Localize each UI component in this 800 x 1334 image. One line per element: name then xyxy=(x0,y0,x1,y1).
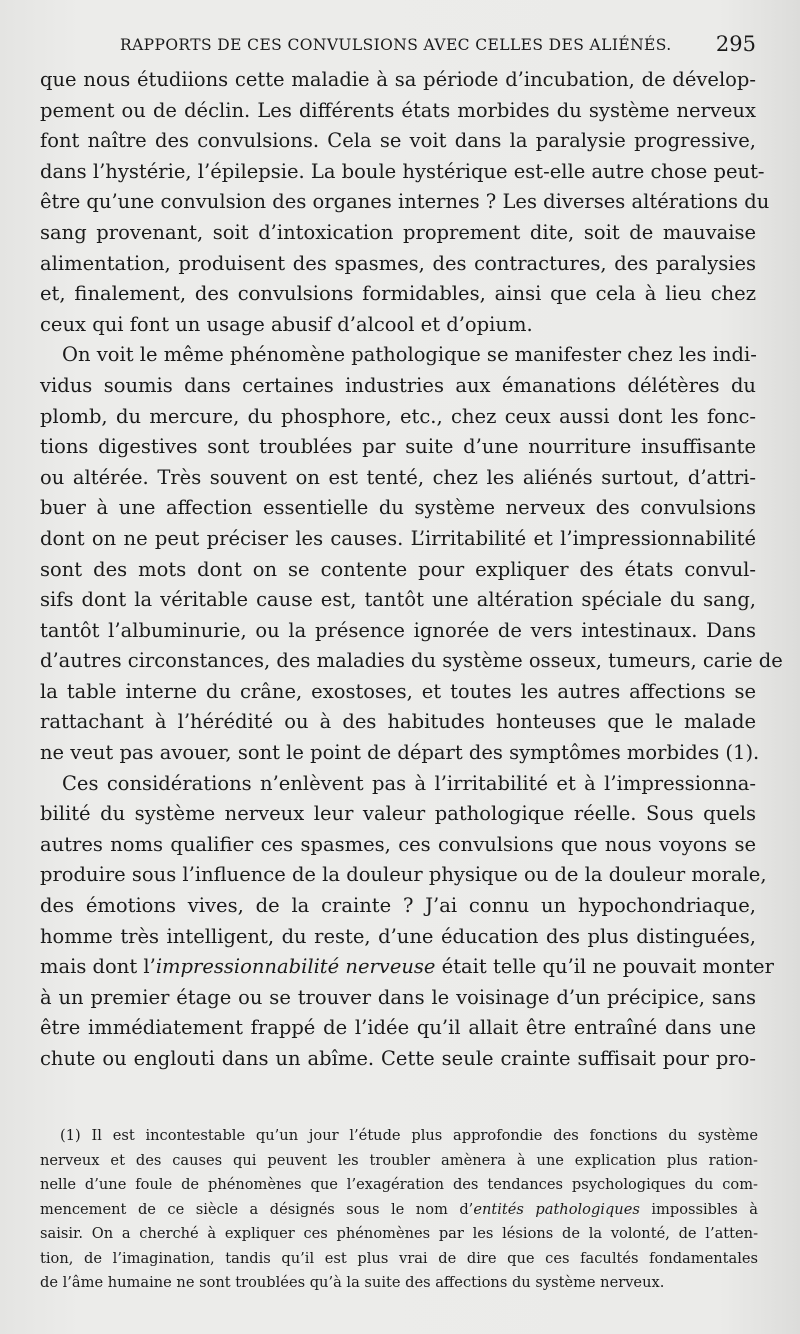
text-line: dont on ne peut préciser les causes. L’irritabilité et l’impressionnabilité xyxy=(40,526,756,550)
text-line: tions digestives sont troublées par suite d’une nourriture insuffisante xyxy=(40,435,756,459)
footnote-line: de l’âme humaine ne sont troublées qu’à la suite des affections du système nerveux. xyxy=(40,1274,665,1291)
text-line: être immédiatement frappé de l’idée qu’il allait être entraîné dans une xyxy=(40,1016,756,1040)
running-head: RAPPORTS DE CES CONVULSIONS AVEC CELLES DES ALIÉNÉS. xyxy=(120,36,672,54)
footnote-line: nelle d’une foule de phénomènes que l’exagération des tendances psychologiques du com- xyxy=(40,1176,758,1193)
text-segment: mais dont l’ xyxy=(40,955,156,979)
text-segment: mencement de ce siècle a désignés sous le nom d’ xyxy=(40,1200,474,1218)
text-line: que nous étudiions cette maladie à sa période d’incubation, de dévelop- xyxy=(40,68,756,91)
page-number: 295 xyxy=(715,32,756,56)
text-line: sifs dont la véritable cause est, tantôt une altération spéciale du sang, xyxy=(40,588,756,612)
text-line: bilité du système nerveux leur valeur pathologique réelle. Sous quels xyxy=(40,802,756,826)
text-line: dans l’hystérie, l’épilepsie. La boule hystérique est-elle autre chose peut- xyxy=(40,159,765,183)
text-line: sont des mots dont on se contente pour expliquer des états convul- xyxy=(40,557,756,581)
text-line: des émotions vives, de la crainte ? J’ai connu un hypochondriaque, xyxy=(40,894,756,918)
text-line: vidus soumis dans certaines industries aux émanations délétères du xyxy=(40,373,756,397)
text-line: buer à une affection essentielle du système nerveux des convulsions xyxy=(40,496,756,520)
footnote-line: (1) Il est incontestable qu’un jour l’étude plus approfondie des fonctions du système xyxy=(60,1127,758,1144)
footnote-line: tion, de l’imagination, tandis qu’il est plus vrai de dire que ces facultés fondamentales xyxy=(40,1249,758,1267)
footnote-line: saisir. On a cherché à expliquer ces phénomènes par les lésions de la volonté, de l’atten- xyxy=(40,1225,758,1242)
text-line: autres noms qualifier ces spasmes, ces convulsions que nous voyons se xyxy=(40,832,756,856)
main-text xyxy=(40,65,783,1075)
text-line xyxy=(40,952,774,983)
page-header xyxy=(40,34,756,58)
text-line: On voit le même phénomène pathologique se manifester chez les indi- xyxy=(62,343,757,367)
text-line: d’autres circonstances, des maladies du système osseux, tumeurs, carie de xyxy=(40,649,783,673)
footnote-line: nerveux et des causes qui peuvent les troubler amènera à une explication plus ration- xyxy=(40,1151,758,1169)
text-segment: impossibles à xyxy=(639,1200,758,1218)
text-segment: était telle qu’il ne pouvait monter xyxy=(435,955,774,979)
text-line: et, finalement, des convulsions formidables, ainsi que cela à lieu chez xyxy=(40,282,756,306)
text-line: produire sous l’influence de la douleur physique ou de la douleur morale, xyxy=(40,863,767,887)
text-line: homme très intelligent, du reste, d’une éducation des plus distinguées, xyxy=(40,924,756,948)
text-line: ou altérée. Très souvent on est tenté, chez les aliénés surtout, d’attri- xyxy=(40,465,756,489)
text-line: plomb, du mercure, du phosphore, etc., chez ceux aussi dont les fonc- xyxy=(40,404,756,428)
text-line: rattachant à l’hérédité ou à des habitudes honteuses que le malade xyxy=(40,710,756,734)
text-line: être qu’une convulsion des organes internes ? Les diverses altérations du xyxy=(40,190,770,214)
text-line: sang provenant, soit d’intoxication proprement dite, soit de mauvaise xyxy=(40,220,756,244)
text-line: alimentation, produisent des spasmes, des contractures, des paralysies xyxy=(40,251,756,275)
text-line: Ces considérations n’enlèvent pas à l’irritabilité et à l’impressionna- xyxy=(62,771,756,795)
text-line: chute ou englouti dans un abîme. Cette seule crainte suffisait pour pro- xyxy=(40,1047,756,1070)
footnote-line xyxy=(40,1198,758,1223)
text-line: pement ou de déclin. Les différents états morbides du système nerveux xyxy=(40,98,756,122)
footnote xyxy=(40,1124,758,1296)
text-line: font naître des convulsions. Cela se voit dans la paralysie progressive, xyxy=(40,129,756,153)
text-line: tantôt l’albuminurie, ou la présence ignorée de vers intestinaux. Dans xyxy=(40,618,756,642)
text-line: ne veut pas avouer, sont le point de départ des symptômes morbides (1). xyxy=(40,741,760,765)
italic-emphasis: entités pathologiques xyxy=(473,1200,640,1218)
italic-emphasis: impressionnabilité nerveuse xyxy=(155,955,436,979)
text-line: à un premier étage ou se trouver dans le voisinage d’un précipice, sans xyxy=(40,985,756,1009)
text-line: ceux qui font un usage abusif d’alcool et d’opium. xyxy=(40,312,533,336)
text-line: la table interne du crâne, exostoses, et toutes les autres affections se xyxy=(40,679,756,703)
